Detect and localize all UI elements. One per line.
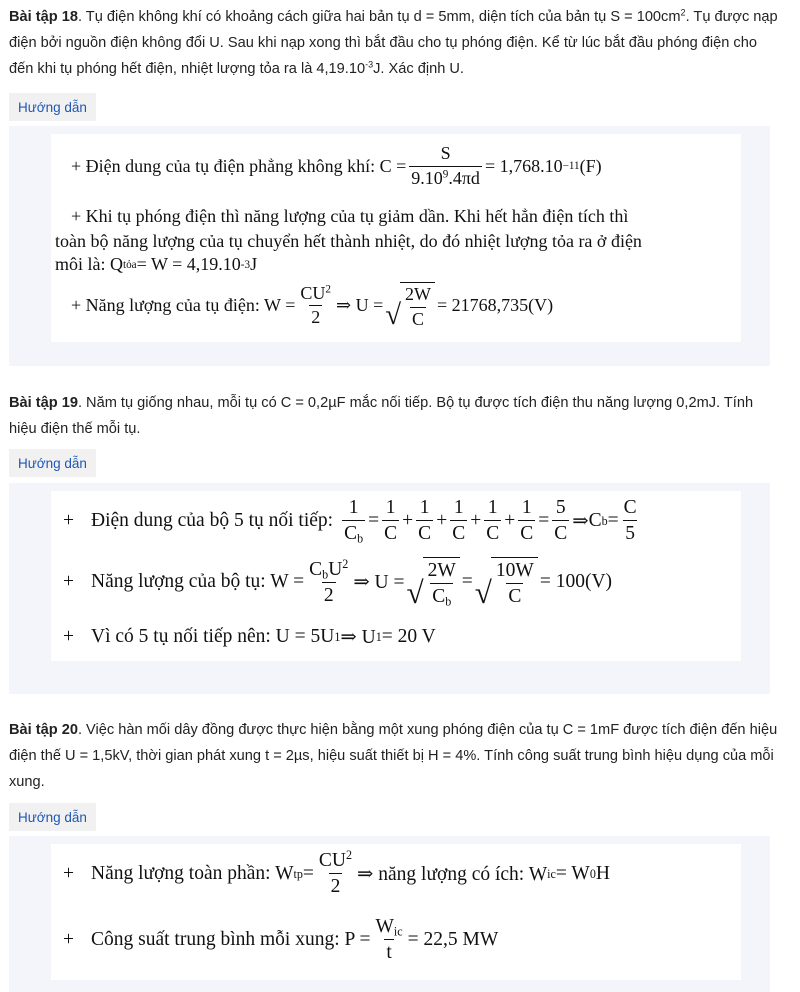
sol19-line3: + Vì có 5 tụ nối tiếp nên: U = 5U 1 ⇒ U 1 = 20 V: [63, 626, 436, 648]
sol18-fraction-capacitance: $\frac{S}{9.10^9.4\pi d}$: [411, 143, 480, 188]
problem-19-text: Bài tập 19. Năm tụ giống nhau, mỗi tụ có C = 0,2µF mắc nối tiếp. Bộ tụ được tích điện thu năng lượng 0,2mJ. Tính hiệu điện thế mỗi tụ.: [9, 395, 754, 437]
problem-18-text: Bài tập 18. Tụ điện không khí có khoảng cách giữa hai bản tụ d = 5mm, diện tích của bản tụ $S = 100cm^2$. Tụ được nạp điện bởi nguồn điện không đổi U. Sau khi nạp xong thì bắt đầu cho tụ phóng điện. Kể từ lúc bắt đầu phóng điện cho đến khi tụ phóng hết điện, nhiệt lượng tỏa ra là $4,19.10^{-3}J$. Xác định U.: [9, 7, 778, 77]
problem-20-text: Bài tập 20. Việc hàn mối dây đồng được thực hiện bằng một xung phóng điện của tụ C = 1mF được tích điện đến hiệu điện thế U = 1,5kV, thời gian phát xung t = 2µs, hiệu suất thiết bị H = 4%. Tính công suất trung bình hiệu dụng của mỗi xung.: [9, 722, 778, 790]
problem-18-label: Bài tập 18: [9, 9, 78, 25]
solution-20-box: [9, 836, 770, 992]
sol18-line5: + Năng lượng của tụ điện: W = $\frac{CU^2}{2}$ ⇒ U = √ $\frac{2W}{C}$ = 21768,735(V): [71, 282, 554, 331]
problem-19-label: Bài tập 19: [9, 395, 78, 411]
hint-button-19[interactable]: Hướng dẫn: [9, 449, 96, 477]
problem-20-label: Bài tập 20: [9, 722, 78, 738]
sol18-line2: + Khi tụ phóng điện thì năng lượng của tụ giảm dần. Khi hết hẳn điện tích thì: [71, 206, 629, 226]
sol18-line1: + Điện dung của tụ điện phẳng không khí: C = $\frac{S}{9.10^9.4\pi d}$ = 1,768.10 −11 (F): [71, 143, 602, 188]
sol18-fraction-energy: $\frac{CU^2}{2}$: [300, 282, 331, 328]
hint-button-20[interactable]: Hướng dẫn: [9, 803, 96, 831]
solution-20-panel: [51, 844, 741, 980]
sol18-line3: toàn bộ năng lượng của tụ chuyển hết thành nhiệt, do đó nhiệt lượng tỏa ra ở điện: [55, 231, 642, 251]
sol19-line1: + Điện dung của bộ 5 tụ nối tiếp: $\frac{1}{C_b}$ = $\frac{1}{C}$ + $\frac{1}{C}$ + $\frac{1}{C}$ + $\frac{1}{C}$ + $\frac{1}{C}$ = $\frac{5}{C}$ ⇒ C b = $\frac{C}{5}$: [63, 497, 637, 547]
hint-button-18[interactable]: Hướng dẫn: [9, 93, 96, 121]
solution-19-box: [9, 483, 770, 694]
sol19-square-root-1: √ $\frac{2W}{C_b}$: [407, 557, 460, 608]
sol18-line4: môi là: Q tỏa = W = 4,19.10 -3 J: [55, 254, 258, 274]
sol19-line2: + Năng lượng của bộ tụ: W = $\frac{C_bU^2}{2}$ ⇒ U = √ $\frac{2W}{C_b}$ = √ $\frac{10W}{C}$ = 100(V): [63, 556, 613, 610]
sol19-square-root-2: √ $\frac{10W}{C}$: [475, 557, 538, 608]
solution-18-panel: [51, 134, 741, 342]
sol18-square-root: √ $\frac{2W}{C}$: [385, 282, 435, 330]
solution-18-box: [9, 126, 770, 366]
solution-19-panel: [51, 491, 741, 661]
sol20-line2: + Công suất trung bình mỗi xung: P = $\frac{W_{ic}}{t}$ = 22,5 MW: [63, 916, 499, 964]
sol20-line1: + Năng lượng toàn phần: W tp = $\frac{CU^2}{2}$ ⇒ năng lượng có ích: W ic = W 0 H: [63, 847, 610, 898]
